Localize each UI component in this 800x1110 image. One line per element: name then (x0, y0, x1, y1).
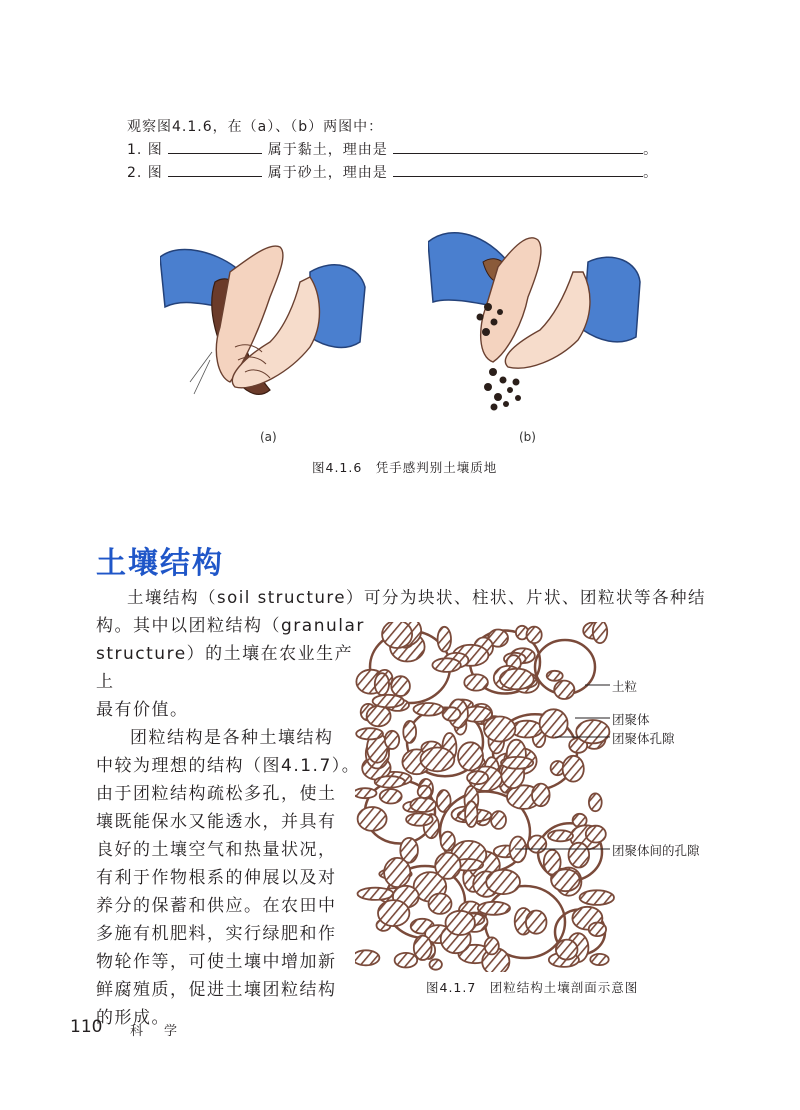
book-title: 科 学 (130, 1024, 182, 1039)
soil-particle (432, 658, 460, 672)
soil-particle (593, 622, 607, 643)
soil-particle (395, 953, 418, 968)
p2-line: 有利于作物根系的伸展以及对 (96, 868, 337, 888)
q2-prefix: 2. 图 (127, 165, 163, 181)
soil-particle (355, 788, 377, 798)
soil-particle (378, 900, 409, 926)
soil-particle (414, 703, 444, 716)
soil-particle (384, 858, 410, 887)
soil-particle (443, 707, 461, 720)
soil-particle (358, 888, 394, 900)
soil-particle (356, 728, 383, 739)
soil-particle (373, 695, 404, 708)
question-2 (127, 162, 658, 182)
soil-particle (403, 721, 416, 743)
p2-line: 团粒结构是各种土壤结构 (130, 728, 334, 748)
diagram-leader-lines (505, 680, 615, 860)
p1-line: 最有价值。 (96, 700, 189, 720)
soil-particle (418, 786, 432, 798)
figure-416-caption: 图4.1.6 凭手感判别土壤质地 (312, 460, 498, 475)
p2-line: 多施有机肥料，实行绿肥和作 (96, 924, 337, 944)
p1-line: structure）的土壤在农业生产上 (96, 644, 354, 692)
q1-blank-figure[interactable] (168, 139, 262, 154)
soil-particle (438, 627, 451, 652)
label-soil-particle: 土粒 (612, 679, 638, 694)
q1-blank-reason[interactable] (393, 139, 643, 154)
soil-particle (437, 790, 451, 812)
soil-particle (527, 627, 542, 644)
soil-particle (429, 894, 452, 914)
q2-blank-figure[interactable] (168, 162, 262, 177)
soil-particle (491, 811, 506, 829)
soil-particle (526, 911, 547, 934)
p2-line: 中较为理想的结构（图4.1.7）。 (96, 756, 361, 776)
soil-particle (446, 911, 475, 935)
soil-particle (430, 959, 442, 969)
page-number: 110 (70, 1017, 103, 1037)
section-heading: 土壤结构 (96, 546, 224, 581)
exercise-intro: 观察图4.1.6，在（a）、（b）两图中： (127, 119, 384, 135)
soil-particle (486, 870, 520, 894)
figure-label-a: (a) (260, 430, 277, 444)
soil-particle (406, 813, 433, 825)
soil-particle (414, 936, 432, 960)
figure-417-caption: 图4.1.7 团粒结构土壤剖面示意图 (426, 980, 639, 995)
soil-particle (580, 890, 614, 905)
p2-line: 良好的土壤空气和热量状况， (96, 840, 337, 860)
soil-particle (590, 954, 608, 965)
soil-particle (556, 940, 578, 960)
soil-particle (478, 902, 510, 915)
soil-particle (435, 853, 460, 879)
soil-particle (464, 674, 488, 690)
soil-particle (358, 807, 387, 831)
p2-line: 的形成。 (96, 1008, 170, 1028)
soil-particle (410, 798, 436, 812)
hands-sand-illustration (428, 222, 643, 422)
label-inter-aggregate-pore: 团聚体间的孔隙 (612, 843, 700, 858)
p2-line: 壤既能保水又能透水，并具有 (96, 812, 337, 832)
soil-particle (375, 776, 405, 787)
label-aggregate: 团聚体 (612, 712, 650, 727)
soil-particle (467, 771, 488, 784)
p2-line: 物轮作等，可使土壤中增加新 (96, 952, 337, 972)
p2-line: 养分的保蓄和供应。在农田中 (96, 896, 337, 916)
soil-particle (391, 676, 410, 696)
soil-particle (382, 622, 412, 648)
paragraph-1-line-1: 土壤结构（soil structure）可分为块状、柱状、片状、团粒状等各种结 (127, 588, 706, 607)
q2-middle: 属于砂土，理由是 (267, 165, 388, 181)
left-column-text (96, 612, 371, 1032)
q1-prefix: 1. 图 (127, 142, 163, 158)
q1-end: 。 (643, 142, 659, 158)
soil-particle (355, 950, 379, 965)
q2-end: 。 (643, 165, 659, 181)
soil-particle (375, 673, 389, 695)
p2-line: 鲜腐殖质，促进土壤团粒结构 (96, 980, 337, 1000)
q1-middle: 属于黏土，理由是 (267, 142, 388, 158)
soil-particle (465, 801, 477, 827)
soil-particle (589, 923, 606, 937)
soil-particle (458, 742, 483, 770)
soil-particle (551, 869, 579, 891)
label-aggregate-pore: 团聚体孔隙 (612, 731, 675, 746)
soil-particle (385, 731, 399, 749)
figure-label-b: (b) (519, 430, 536, 444)
soil-particle (485, 937, 499, 954)
question-1 (127, 139, 658, 159)
soil-particle (380, 789, 402, 803)
p2-line: 由于团粒结构疏松多孔，使土 (96, 784, 337, 804)
soil-particle (441, 832, 455, 851)
q2-blank-reason[interactable] (393, 162, 643, 177)
p1-line: 构。其中以团粒结构（granular (96, 616, 365, 636)
soil-particle (421, 748, 455, 772)
hands-clay-illustration (160, 232, 370, 422)
soil-particle (367, 706, 391, 727)
